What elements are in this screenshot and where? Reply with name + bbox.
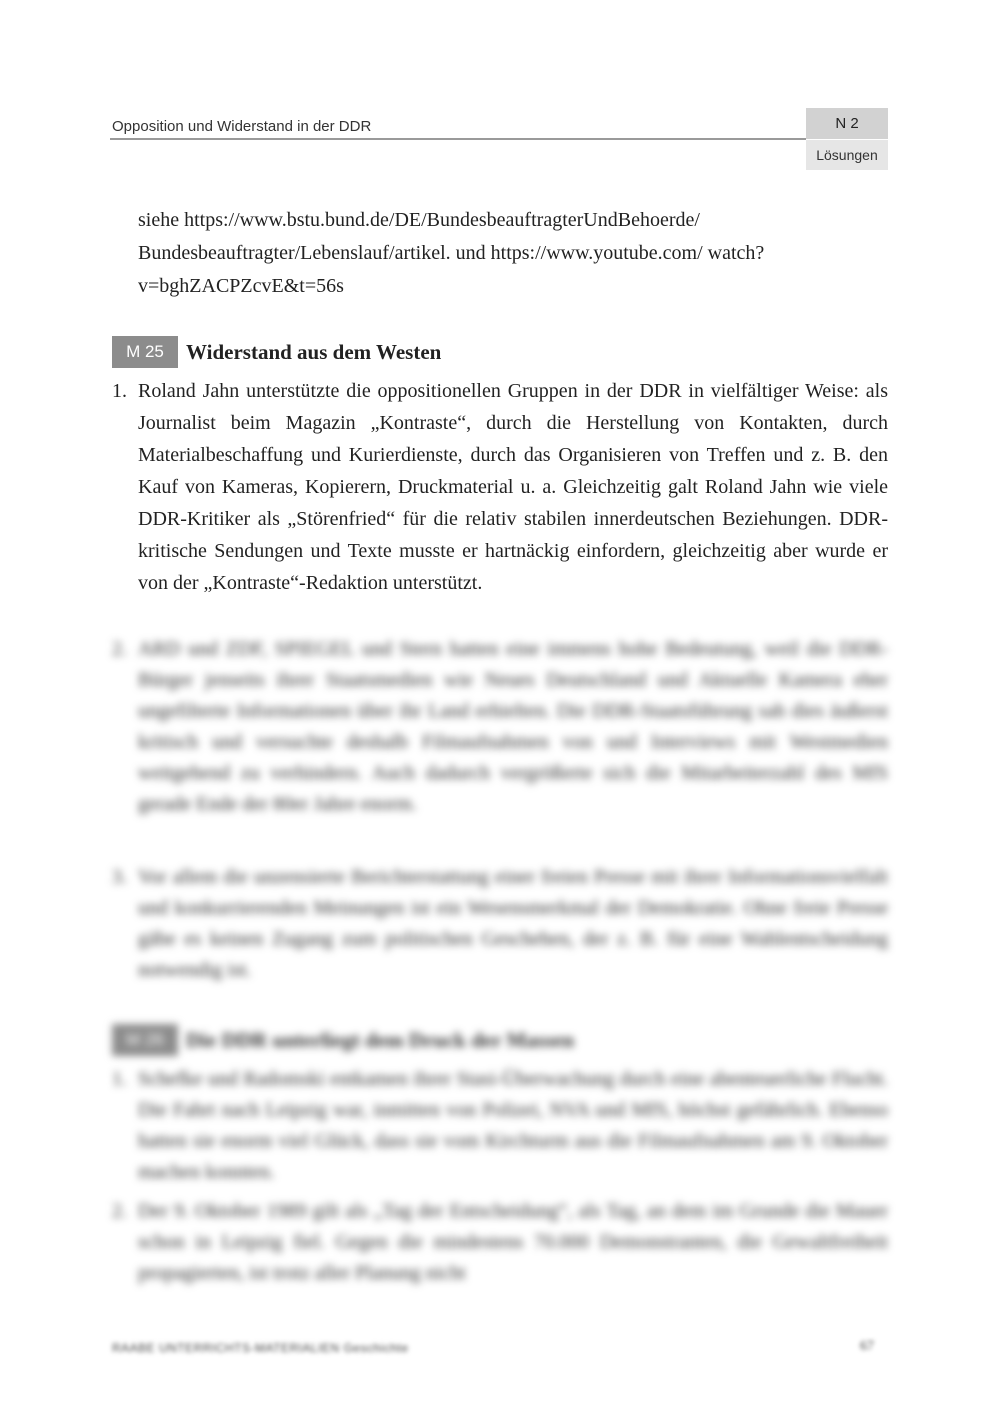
footer-left: RAABE UNTERRICHTS-MATERIALIEN Geschichte xyxy=(112,1341,409,1355)
m25-item-3-text: Vor allem die unzensierte Berichterstattung einer freien Presse mit ihrer Informationsvielfalt und konkurrierenden Meinungen ist ein Wesensmerkmal der Demokratie. Ohne freie Presse gäbe es keinen Zugang zum politischen Geschehen, der z. B. für eine Wahlentscheidung notwendig ist. xyxy=(138,866,888,981)
section-m25-title: Widerstand aus dem Westen xyxy=(186,339,442,364)
m26-item-1 xyxy=(112,1064,888,1188)
page-number: 67 xyxy=(860,1339,874,1354)
badge-loesungen: Lösungen xyxy=(806,140,888,170)
m25-item-3 xyxy=(112,862,888,986)
section-m26-label: M 26 xyxy=(112,1024,178,1056)
badge-n2: N 2 xyxy=(806,108,888,139)
section-m25-head xyxy=(112,336,441,368)
intro-text: siehe https://www.bstu.bund.de/DE/BundesbeauftragterUndBehoerde/ Bundesbeauftragter/Lebenslauf/artikel. und https://www.youtube.com/ watch?v=bghZACPZcvE&t=56s xyxy=(138,209,765,297)
m25-item-1-num: 1. xyxy=(112,380,127,402)
header-rule xyxy=(110,138,806,140)
section-m26-title: Die DDR unterliegt dem Druck der Massen xyxy=(186,1027,575,1052)
m26-item-1-text: Schefke und Radomski entkamen ihrer Stasi-Überwachung durch eine abenteuerliche Flucht. Die Fahrt nach Leipzig war, inmitten von Polizei, NVA und MfS, höchst gefährlich. Ebenso hatten sie enorm viel Glück, dass sie vom Kirchturm aus die Filmaufnahmen am 9. Oktober machen konnten. xyxy=(138,1068,888,1183)
m25-item-1 xyxy=(112,375,888,599)
section-m25-label: M 25 xyxy=(112,336,178,368)
m25-item-1-text: Roland Jahn unterstützte die oppositionellen Gruppen in der DDR in vielfältiger Weise: als Journalist beim Magazin „Kontraste“, durch die Herstellung von Kontakten, durch Materialbeschaffung und Kurierdienste, durch das Organisieren von Treffen und z. B. den Kauf von Kameras, Kopierern, Druckmaterial u. a. Gleichzeitig galt Roland Jahn wie viele DDR-Kritiker als „Störenfried“ für die relativ stabilen innerdeutschen Beziehungen. DDR-kritische Sendungen und Texte musste er hartnäckig einfordern, gleichzeitig aber wurde er von der „Kontraste“-Redaktion unterstützt. xyxy=(138,380,888,594)
m26-item-2-num: 2. xyxy=(112,1200,127,1222)
m26-item-1-num: 1. xyxy=(112,1068,127,1090)
m26-item-2-text: Der 9. Oktober 1989 gilt als „Tag der Entscheidung“, als Tag, an dem im Grunde die Mauer schon in Leipzig fiel. Gegen die mindestens 70.000 Demonstranten, die Gewaltfreiheit propagierten, ist trotz aller Planung nicht xyxy=(138,1200,888,1284)
header-title: Opposition und Widerstand in der DDR xyxy=(112,118,372,135)
m25-item-2-num: 2. xyxy=(112,638,127,660)
m25-item-2-text: ARD und ZDF, SPIEGEL und Stern hatten eine immens hohe Bedeutung, weil die DDR-Bürger jenseits ihrer Staatsmedien wie Neues Deutschland und Aktuelle Kamera eher ungefilterte Informationen über ihr Land erhielten. Die DDR-Staatsführung sah dies äußerst kritisch und versuchte deshalb Filmaufnahmen von und Interviews mit Westmedien weitgehend zu verhindern. Auch dadurch vergrößerte sich die Mitarbeiterzahl des MfS gerade Ende der 80er Jahre enorm. xyxy=(138,638,888,815)
m25-item-2 xyxy=(112,634,888,820)
section-m26-head xyxy=(112,1024,574,1056)
m26-item-2 xyxy=(112,1196,888,1289)
m25-item-3-num: 3. xyxy=(112,866,127,888)
